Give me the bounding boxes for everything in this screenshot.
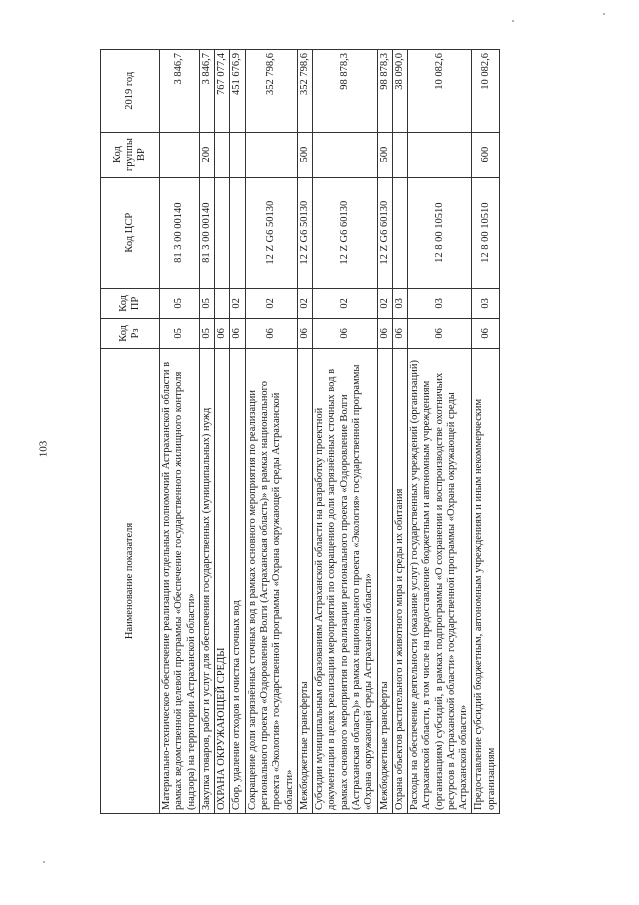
cell-pr: 03 [408, 288, 472, 318]
cell-rz: 06 [215, 318, 230, 348]
scan-speck [603, 13, 605, 15]
cell-csr: 12 Z G6 50130 [245, 177, 297, 288]
cell-rz: 06 [245, 318, 297, 348]
cell-csr: 12 Z G6 60130 [313, 177, 377, 288]
cell-csr: 81 3 00 00140 [160, 177, 200, 288]
cell-name: Предоставление субсидий бюджетным, автономным учреждениям и иным некоммерческим организациям [472, 348, 500, 813]
cell-csr [392, 177, 407, 288]
cell-csr: 81 3 00 00140 [199, 177, 214, 288]
cell-name: Межбюджетные трансферты [297, 348, 312, 813]
table-row [199, 50, 214, 814]
table-row [160, 50, 200, 814]
cell-pr [215, 288, 230, 318]
cell-name: ОХРАНА ОКРУЖАЮЩЕЙ СРЕДЫ [215, 348, 230, 813]
scan-speck [512, 20, 514, 22]
cell-vr: 200 [199, 132, 214, 177]
cell-sum: 98 878,3 [313, 50, 377, 133]
cell-rz: 06 [408, 318, 472, 348]
cell-pr: 05 [160, 288, 200, 318]
cell-rz: 06 [392, 318, 407, 348]
header-name: Наименование показателя [101, 348, 160, 813]
cell-name: Расходы на обеспечение деятельности (оказание услуг) государственных учреждений (организаций) Астраханской области, в том числе на предоставление бюджетным и автономным учреждениям (организациям) субсидий, в рамках подпрограммы «О сохранении и воспроизводстве охотничьих ресурсов в Астраханской области» государственной программы «Охрана окружающей среды Астраханской области» [408, 348, 472, 813]
header-vr: Код группы ВР [101, 132, 160, 177]
cell-pr: 03 [392, 288, 407, 318]
header-csr: Код ЦСР [101, 177, 160, 288]
cell-csr: 12 8 00 10510 [472, 177, 500, 288]
cell-vr: 500 [297, 132, 312, 177]
budget-table-rotated [100, 49, 596, 814]
cell-rz: 05 [199, 318, 214, 348]
cell-pr: 05 [199, 288, 214, 318]
cell-pr: 03 [472, 288, 500, 318]
scan-speck [43, 861, 45, 863]
cell-vr [230, 132, 245, 177]
cell-vr [408, 132, 472, 177]
cell-name: Сбор, удаление отходов и очистка сточных вод [230, 348, 245, 813]
cell-vr [313, 132, 377, 177]
cell-vr [215, 132, 230, 177]
cell-csr: 12 Z G6 60130 [377, 177, 392, 288]
cell-vr: 600 [472, 132, 500, 177]
cell-vr: 500 [377, 132, 392, 177]
table-row [392, 50, 407, 814]
table-row [313, 50, 377, 814]
cell-rz: 06 [313, 318, 377, 348]
header-rz: Код Рз [101, 318, 160, 348]
cell-csr: 12 8 00 10510 [408, 177, 472, 288]
table-row [408, 50, 472, 814]
cell-sum: 38 090,0 [392, 50, 407, 133]
cell-pr: 02 [377, 288, 392, 318]
table-row [377, 50, 392, 814]
cell-sum: 3 846,7 [199, 50, 214, 133]
table-row [230, 50, 245, 814]
cell-name: Межбюджетные трансферты [377, 348, 392, 813]
cell-sum: 767 077,4 [215, 50, 230, 133]
cell-pr: 02 [297, 288, 312, 318]
cell-rz: 06 [377, 318, 392, 348]
cell-pr: 02 [313, 288, 377, 318]
cell-sum: 3 846,7 [160, 50, 200, 133]
table-row [297, 50, 312, 814]
cell-name: Материально-техническое обеспечение реализации отдельных полномочий Астраханской области в рамках ведомственной целевой программы «Обеспечение государственного жилищного контроля (надзора) на территории Астраханской области» [160, 348, 200, 813]
cell-name: Закупка товаров, работ и услуг для обеспечения государственных (муниципальных) нужд [199, 348, 214, 813]
header-pr: Код ПР [101, 288, 160, 318]
cell-pr: 02 [245, 288, 297, 318]
table-row [472, 50, 500, 814]
cell-pr: 02 [230, 288, 245, 318]
table-row [245, 50, 297, 814]
table-header-row [101, 50, 160, 814]
cell-rz: 06 [297, 318, 312, 348]
cell-name: Субсидии муниципальным образованиям Астраханской области на разработку проектной документации в целях реализации мероприятий по сокращению доли загрязнённых сточных вод в рамках основного мероприятия по реализации регионального проекта «Оздоровление Волги (Астраханская область)» в рамках национального проекта «Экология» государственной программы «Охрана окружающей среды Астраханской области» [313, 348, 377, 813]
budget-table [100, 49, 500, 814]
cell-sum: 451 676,9 [230, 50, 245, 133]
cell-sum: 10 082,6 [472, 50, 500, 133]
cell-csr [230, 177, 245, 288]
cell-rz: 06 [230, 318, 245, 348]
cell-vr [392, 132, 407, 177]
cell-sum: 98 878,3 [377, 50, 392, 133]
cell-vr [245, 132, 297, 177]
table-row [215, 50, 230, 814]
cell-sum: 352 798,6 [245, 50, 297, 133]
cell-rz: 06 [472, 318, 500, 348]
cell-sum: 352 798,6 [297, 50, 312, 133]
header-year: 2019 год [101, 50, 160, 133]
cell-csr [215, 177, 230, 288]
page-number: 103 [37, 440, 50, 458]
cell-name: Сокращение доли загрязнённых сточных вод в рамках основного мероприятия по реализации регионального проекта «Оздоровление Волги (Астраханская область)» в рамках национального проекта «Экология» государственной программы «Охрана окружающей среды Астраханской области» [245, 348, 297, 813]
cell-csr: 12 Z G6 50130 [297, 177, 312, 288]
cell-vr [160, 132, 200, 177]
cell-rz: 05 [160, 318, 200, 348]
cell-sum: 10 082,6 [408, 50, 472, 133]
cell-name: Охрана объектов растительного и животного мира и среды их обитания [392, 348, 407, 813]
